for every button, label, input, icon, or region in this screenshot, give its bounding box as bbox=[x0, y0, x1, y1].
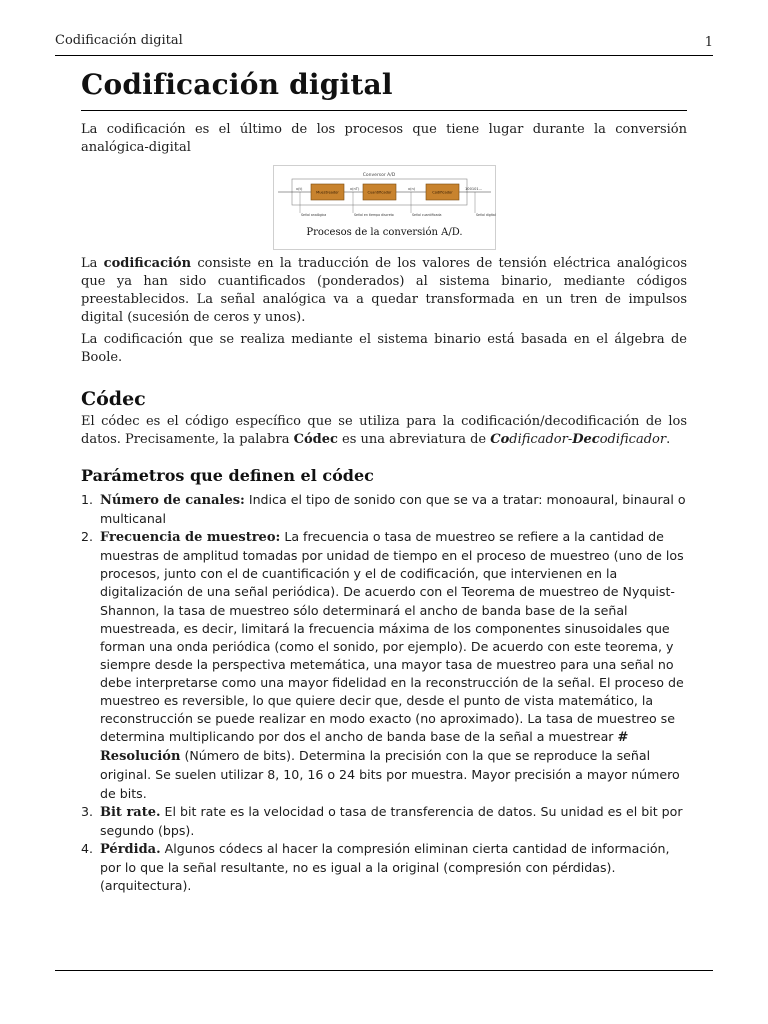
item-label: Pérdida bbox=[100, 841, 157, 857]
item-separator: . bbox=[156, 841, 161, 857]
codec-end: . bbox=[666, 432, 671, 447]
signal-label-3: x(n) bbox=[408, 187, 416, 191]
figure-caption: Procesos de la conversión A/D. bbox=[306, 227, 463, 238]
intro-paragraph: La codificación es el último de los procesos que tiene lugar durante la conversión analógica-digital bbox=[81, 122, 687, 155]
parameters-list bbox=[81, 491, 687, 895]
item-separator: . bbox=[156, 804, 161, 820]
codec-text-start: El códec es el código específico que se utiliza para la codificación/decodificación de los datos. Precisamente, la palabra bbox=[81, 414, 687, 447]
stage-label-2: Señal en tiempo discreto bbox=[354, 213, 394, 217]
item-separator: : bbox=[275, 530, 281, 546]
ad-conversion-diagram bbox=[278, 169, 496, 227]
item-text: El bit rate es la velocidad o tasa de transferencia de datos. Su unidad es el bit por segundo (bps). bbox=[100, 803, 683, 838]
list-item bbox=[81, 528, 687, 802]
item-text-resolucion: (Número de bits). Determina la precisión con la que se reproduce la señal original. Se suelen utilizar 8, 10, 16 o 24 bits por muestra. Mayor precisión a mayor número de bits. bbox=[100, 748, 680, 801]
signal-label-4: 100101... bbox=[465, 187, 483, 191]
stage-label-1: Señal analógica bbox=[301, 213, 327, 217]
paragraph-codificacion bbox=[81, 255, 687, 327]
item-text: Algunos códecs al hacer la compresión eliminan cierta cantidad de información, por lo que la señal resultante, no es igual a la original (compresión con pérdidas).(arquitectura). bbox=[100, 840, 670, 893]
stage-label-4: Señal digital bbox=[476, 213, 496, 217]
heading-codec: Códec bbox=[81, 388, 146, 410]
paragraph-boole: La codificación que se realiza mediante el sistema binario está basada en el álgebra de Boole. bbox=[81, 332, 687, 365]
para1-text-start: La bbox=[81, 256, 104, 271]
codec-dec: Dec bbox=[572, 432, 600, 447]
codec-dificador: dificador bbox=[509, 432, 568, 447]
page-number: 1 bbox=[704, 35, 713, 50]
item-label: Bit rate bbox=[100, 804, 157, 820]
item-number: 4. bbox=[81, 840, 94, 856]
item-number: 2. bbox=[81, 529, 94, 545]
item-text: La frecuencia o tasa de muestreo se refiere a la cantidad de muestras de amplitud tomadas por unidad de tiempo en el proceso de muestreo (uno de los procesos, junto con el de cuantificación y el de codificación, que intervienen en la digitalización de una señal periódica). De acuerdo con el Teorema de muestreo de Nyquist-Shannon, la tasa de muestreo sólo determinará el ancho de banda base de la señal muestreada, es decir, limitará la frecuencia máxima de los componentes sinusoidales que forman una onda periódica (como el sonido, por ejemplo). De acuerdo con este teorema, y siempre desde la perspectiva metemática, una mayor tasa de muestreo para una señal no debe interpretarse como una mayor fidelidad en la reconstrucción de la señal. El proceso de muestreo es reversible, lo que quiere decir que, desde el punto de vista matemático, la reconstrucción se puede realizar en modo exacto (no aproximado). La tasa de muestreo se determina multiplicando por dos el ancho de banda base de la señal a muestrear bbox=[100, 529, 684, 745]
para1-bold-term: codificación bbox=[103, 256, 192, 271]
codec-dash: - bbox=[567, 432, 573, 447]
item-number: 1. bbox=[81, 492, 94, 507]
signal-label-1: x(t) bbox=[296, 187, 303, 191]
page-title: Codificación digital bbox=[81, 68, 393, 101]
converter-group-label: Conversor A/D bbox=[362, 173, 396, 178]
item-label-resolucion: # Resolución bbox=[100, 730, 629, 765]
codec-text-mid: es una abreviatura de bbox=[337, 432, 491, 447]
signal-label-2: x(nT) bbox=[350, 187, 360, 191]
item-label: Frecuencia de muestreo bbox=[100, 530, 276, 546]
codec-odificador: odificador bbox=[599, 432, 667, 447]
ad-conversion-figure bbox=[273, 165, 496, 250]
item-number: 3. bbox=[81, 803, 94, 819]
para1-text-rest: consiste en la traducción de los valores de tensión eléctrica analógicos que ya han sido cuantificados (ponderados) al sistema binario, mediante códigos preestablecidos. La señal analógica va a quedar transformada en un tren de impulsos digital (sucesión de ceros y unos). bbox=[81, 256, 687, 325]
item-text: Indica el tipo de sonido con que se va a tratar: monoaural, binaural o multicanal bbox=[100, 492, 686, 527]
title-rule bbox=[81, 110, 687, 111]
block-label-1: Muestreador bbox=[316, 190, 339, 195]
codec-co: Co bbox=[490, 432, 510, 447]
running-title: Codificación digital bbox=[55, 33, 183, 48]
item-separator: : bbox=[240, 493, 245, 508]
running-header bbox=[55, 33, 713, 53]
list-item bbox=[81, 803, 687, 840]
block-label-2: Cuantificador bbox=[367, 190, 392, 195]
heading-parametros: Parámetros que definen el códec bbox=[81, 466, 374, 485]
footer-rule bbox=[55, 970, 713, 971]
paragraph-codec bbox=[81, 413, 687, 449]
header-rule bbox=[55, 55, 713, 56]
list-item bbox=[81, 840, 687, 895]
stage-label-3: Señal cuantificada bbox=[412, 213, 442, 217]
block-label-3: Codificador bbox=[432, 190, 453, 195]
list-item bbox=[81, 491, 687, 528]
codec-bold-word: Códec bbox=[293, 432, 338, 447]
item-label: Número de canales bbox=[100, 493, 241, 508]
